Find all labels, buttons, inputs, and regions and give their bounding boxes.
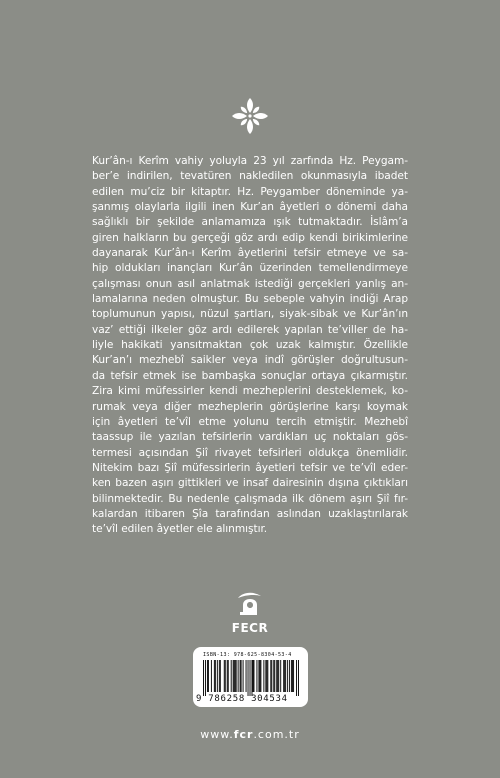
barcode-bar [240, 660, 241, 692]
back-cover-blurb [92, 154, 408, 538]
blurb-line: bilinmektedir. Bu nedenle çalışmada ilk dönem aşırı Şiî fır- [92, 492, 408, 505]
blurb-line: dayanarak Kur’ân-ı Kerîm âyetlerini tefsir etmeye ve sa- [92, 247, 408, 260]
website-suffix: .com.tr [253, 728, 300, 741]
fecr-logo-icon [234, 590, 264, 618]
blurb-line: ken bazen aşırı gittikleri ve insaf dairesinin dışına çıktıkları [92, 477, 408, 490]
barcode-bar [207, 660, 208, 692]
blurb-line: termesi açısından Şiî rivayet tefsirleri oldukça önemlidir. [92, 446, 408, 459]
barcode-bar [273, 660, 274, 692]
barcode-bar [217, 660, 218, 692]
barcode-bar [274, 660, 275, 692]
blurb-line: lamalarına neden olmuştur. Bu sebeple vahyin indiği Arap [92, 293, 408, 306]
barcode-bar [285, 660, 286, 692]
blurb-line: sağlıklı bir şekilde anlamamıza ışık tutmaktadır. İslâm’a [92, 216, 408, 229]
barcode-bar [296, 660, 297, 696]
blurb-line: kalardan itibaren Şîa tarafından aslından uzaklaştırılarak [92, 507, 408, 520]
isbn-label: ISBN-13: 978-625-8304-53-4 [203, 652, 292, 658]
barcode-bar [253, 660, 254, 692]
barcode-bar [293, 660, 294, 692]
website-prefix: www. [200, 728, 234, 741]
floral-ornament-icon [230, 96, 270, 136]
blurb-line: Kur’ân-ı Kerîm vahiy yoluyla 23 yıl zarfında Hz. Peygam- [92, 155, 408, 167]
barcode-bar [251, 660, 252, 696]
barcode-bar [276, 660, 277, 692]
blurb-line: şanmış olaylarla ilgili inen Kur’an âyetleri o dönemi daha [92, 201, 408, 214]
barcode-bar [259, 660, 260, 692]
barcode-bar [227, 660, 228, 692]
blurb-line: rumak veya diğer mezheplerin görüşlerine karşı koymak [92, 400, 408, 413]
barcode-bar [284, 660, 285, 692]
blurb-line: Zira kimi müfessirler kendi mezheplerini desteklemek, ko- [92, 385, 408, 398]
blurb-line: için âyetleri te’vîl etme yolunu tercih etmiştir. Mezhebî [92, 415, 408, 428]
barcode-bar [277, 660, 278, 692]
barcode-bar [241, 660, 242, 692]
blurb-line: hip oldukları inançları Kur’ân üzerinden temellendirmeye [92, 262, 408, 275]
barcode-bar [256, 660, 257, 692]
blurb-line: liyle hakikati yansıtmaktan çok uzak kalmıştır. Özellikle [92, 339, 408, 352]
barcode-bar [266, 660, 267, 692]
barcode-bar [238, 660, 239, 692]
publisher-name: FECR [231, 621, 269, 635]
blurb-line: vaz’ ettiği ilkeler göz ardı edilerek yapılan te’viller de ha- [92, 323, 408, 336]
barcode-bar [289, 660, 290, 692]
barcode-bar [278, 660, 279, 692]
barcode-bar [235, 660, 236, 692]
blurb-line: toplumunun yapısı, nüzul şartları, siyak-sibak ve Kur’ân’ın [92, 308, 408, 321]
barcode-bar [291, 660, 292, 692]
barcode-bar [225, 660, 226, 692]
barcode-bar [231, 660, 232, 692]
barcode-bar [250, 660, 251, 696]
blurb-line: ber’e indirilen, tevatüren nakledilen okunmasıyla ibadet [92, 170, 408, 183]
barcode-bar [211, 660, 212, 692]
barcode-bar [267, 660, 268, 692]
isbn-barcode [193, 647, 308, 707]
barcode-bar [265, 660, 266, 692]
barcode-bar [287, 660, 288, 692]
barcode-bar [248, 660, 249, 696]
publisher-website[interactable] [0, 728, 500, 741]
barcode-bar [208, 660, 209, 692]
blurb-line: edilen mu’ciz bir kitaptır. Hz. Peygamber döneminde ya- [92, 185, 408, 198]
barcode-bar [271, 660, 272, 692]
barcode-bar [258, 660, 259, 692]
barcode-bar [270, 660, 271, 692]
barcode-bar [280, 660, 281, 692]
barcode-bar [220, 660, 221, 692]
blurb-line: da tefsir etmek ise bambaşka sonuçlar ortaya çıkarmıştır. [92, 369, 408, 382]
blurb-line: Nitekim bazı Şiî müfessirlerin âyetleri tefsir ve te’vîl eder- [92, 461, 408, 474]
barcode-bar [205, 660, 206, 696]
barcode-bar [260, 660, 261, 692]
barcode-bar [246, 660, 247, 692]
barcode-bar [243, 660, 244, 692]
barcode-bar [228, 660, 229, 692]
barcode-bars [203, 660, 299, 696]
publisher-logo [226, 590, 274, 642]
barcode-bar [236, 660, 237, 692]
blurb-line: Kur’an’ı mezhebî saikler veya indî görüşler doğrultusun- [92, 354, 408, 367]
barcode-bar [252, 660, 253, 692]
barcode-bar [234, 660, 235, 692]
website-brand: fcr [233, 728, 254, 741]
barcode-digits: 9 786258 304534 [196, 694, 288, 704]
barcode-bar [214, 660, 215, 692]
barcode-bar [215, 660, 216, 692]
blurb-line: çalışması onun asıl anlatmak istediği gerçekleri yanlış an- [92, 277, 408, 290]
blurb-line: taassup ile yazılan tefsirlerin vardıkları uç noktaları gös- [92, 431, 408, 444]
barcode-bar [203, 660, 204, 696]
barcode-bar [298, 660, 299, 696]
barcode-bar [283, 660, 284, 692]
barcode-bar [233, 660, 234, 692]
barcode-bar [224, 660, 225, 692]
barcode-bar [292, 660, 293, 692]
blurb-line: giren halkların bu gerçeği göz ardı edip kendi birikimlerine [92, 231, 408, 244]
barcode-bar [263, 660, 264, 692]
barcode-bar [219, 660, 220, 692]
blurb-line: te’vîl edilen âyetler ele alınmıştır. [92, 523, 268, 536]
